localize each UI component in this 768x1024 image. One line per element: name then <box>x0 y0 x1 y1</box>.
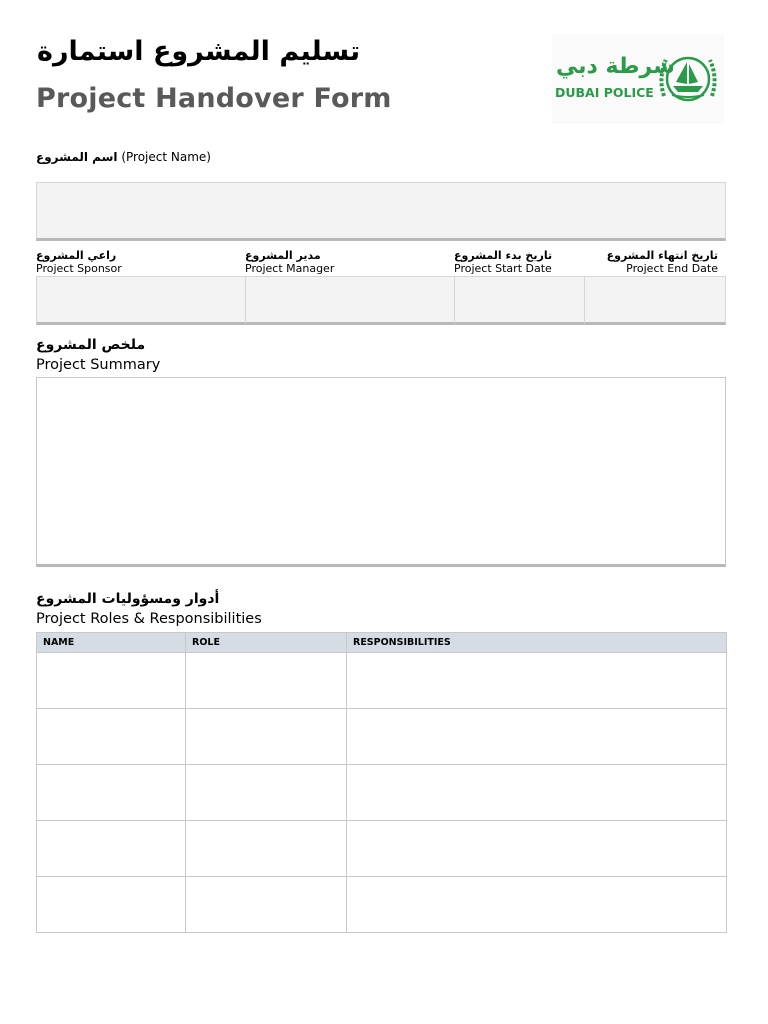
project-end-date-label-arabic: تاريخ انتهاء المشروع <box>606 249 718 262</box>
role-cell[interactable] <box>186 877 347 933</box>
responsibilities-cell[interactable] <box>347 653 727 709</box>
page-title-arabic: تسليم المشروع استمارة <box>37 36 361 67</box>
project-manager-label <box>245 249 334 275</box>
project-sponsor-label-arabic: راعي المشروع <box>36 249 117 262</box>
project-start-date-field[interactable] <box>454 276 584 325</box>
project-end-date-label <box>560 249 718 275</box>
name-cell[interactable] <box>37 709 186 765</box>
name-cell[interactable] <box>37 821 186 877</box>
table-header-row <box>37 633 727 653</box>
table-row <box>37 653 727 709</box>
project-sponsor-label <box>36 249 122 275</box>
table-row <box>37 765 727 821</box>
project-sponsor-field[interactable] <box>36 276 245 325</box>
logo-text-arabic: شرطة دبي <box>556 54 675 79</box>
role-cell[interactable] <box>186 821 347 877</box>
table-row <box>37 877 727 933</box>
project-end-date-field[interactable] <box>584 276 726 325</box>
project-summary-heading: Project Summary <box>36 357 161 373</box>
project-end-date-label-english: Project End Date <box>626 262 718 275</box>
project-name-label-arabic: اسم المشروع <box>36 150 118 164</box>
roles-heading-arabic: أدوار ومسؤوليات المشروع <box>36 591 220 607</box>
roles-heading: Project Roles & Responsibilities <box>36 611 262 627</box>
project-manager-label-arabic: مدير المشروع <box>245 249 321 262</box>
column-header-role: ROLE <box>186 633 347 653</box>
responsibilities-cell[interactable] <box>347 877 727 933</box>
table-row <box>37 709 727 765</box>
page-title: Project Handover Form <box>36 83 392 114</box>
project-summary-heading-arabic: ملخص المشروع <box>36 337 146 353</box>
role-cell[interactable] <box>186 709 347 765</box>
project-start-date-label <box>454 249 552 275</box>
roles-table <box>36 632 727 933</box>
project-start-date-label-english: Project Start Date <box>454 262 552 275</box>
project-name-label <box>36 150 211 164</box>
project-sponsor-label-english: Project Sponsor <box>36 262 122 275</box>
dubai-police-emblem-icon <box>656 48 720 110</box>
project-details-row <box>36 276 726 325</box>
name-cell[interactable] <box>37 877 186 933</box>
column-header-name: NAME <box>37 633 186 653</box>
project-manager-label-english: Project Manager <box>245 262 335 275</box>
role-cell[interactable] <box>186 653 347 709</box>
logo-text-english: DUBAI POLICE <box>555 85 654 100</box>
dubai-police-logo <box>552 34 724 124</box>
responsibilities-cell[interactable] <box>347 765 727 821</box>
responsibilities-cell[interactable] <box>347 821 727 877</box>
project-name-label-english: (Project Name) <box>121 150 211 164</box>
project-start-date-label-arabic: تاريخ بدء المشروع <box>454 249 553 262</box>
project-summary-field[interactable] <box>36 377 726 567</box>
name-cell[interactable] <box>37 765 186 821</box>
name-cell[interactable] <box>37 653 186 709</box>
role-cell[interactable] <box>186 765 347 821</box>
responsibilities-cell[interactable] <box>347 709 727 765</box>
column-header-responsibilities: RESPONSIBILITIES <box>347 633 727 653</box>
project-name-field[interactable] <box>36 182 726 241</box>
table-row <box>37 821 727 877</box>
project-manager-field[interactable] <box>245 276 454 325</box>
